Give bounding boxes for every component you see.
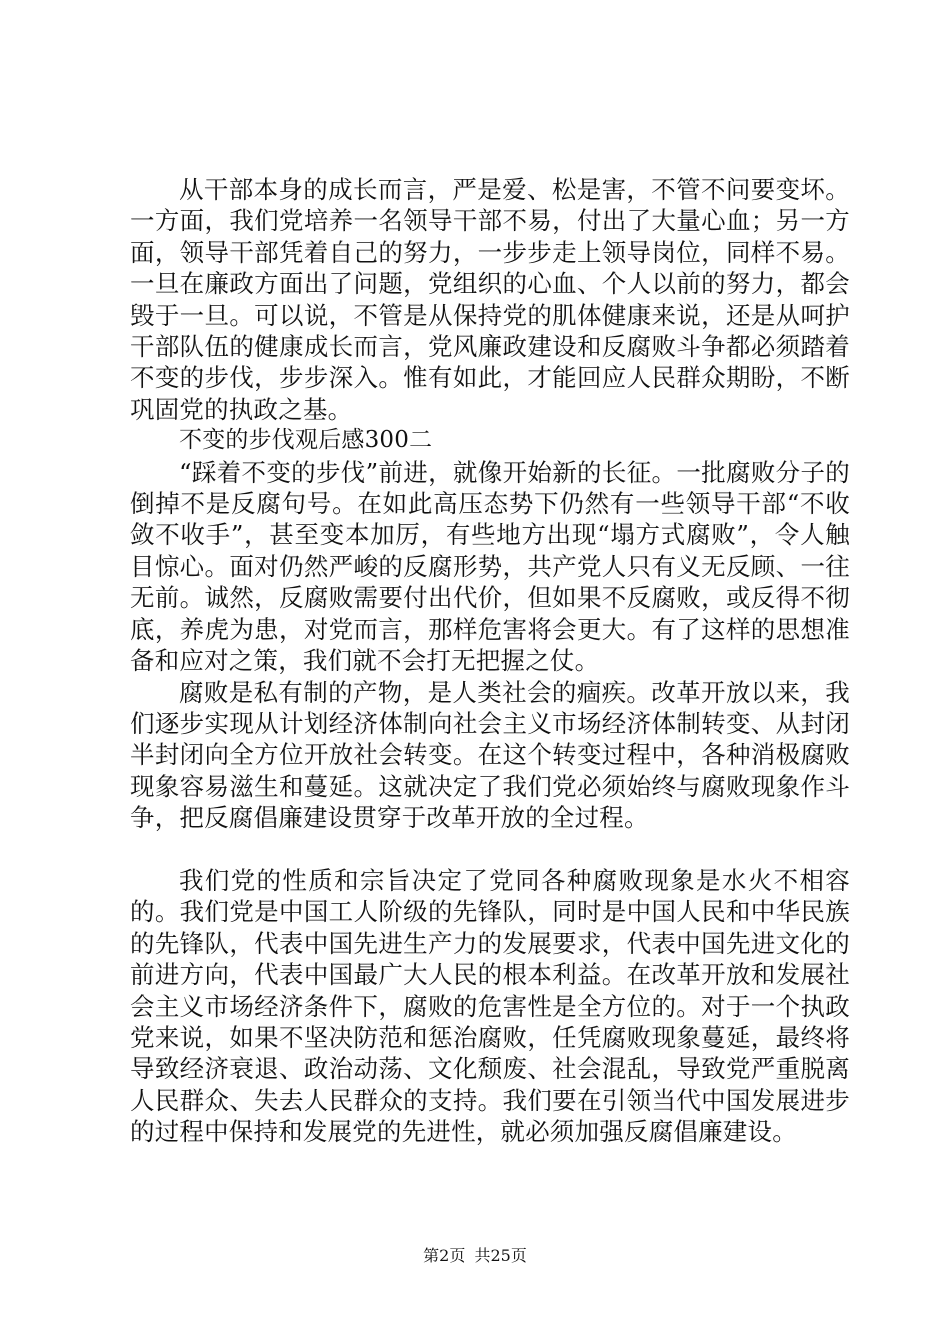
page-footer [0,1243,950,1266]
paragraph-corruption-origin: 腐败是私有制的产物，是人类社会的痼疾。改革开放以来，我们逐步实现从计划经济体制向社会主义市场经济体制转变、从封闭半封闭向全方位开放社会转变。在这个转变过程中，各种消极腐败现象容易滋生和蔓延。这就决定了我们党必须始终与腐败现象作斗争，把反腐倡廉建设贯穿于改革开放的全过程。 [130,677,850,833]
total-pages: 共25页 [474,1246,527,1265]
paragraph-cadre-growth: 从干部本身的成长而言，严是爱、松是害，不管不问要变坏。一方面，我们党培养一名领导干部不易，付出了大量心血；另一方面，领导干部凭着自己的努力，一步步走上领导岗位，同样不易。一旦在廉政方面出了问题，党组织的心血、个人以前的努力，都会毁于一旦。可以说，不管是从保持党的肌体健康来说，还是从呵护干部队伍的健康成长而言，党风廉政建设和反腐败斗争都必须踏着不变的步伐，步步深入。惟有如此，才能回应人民群众期盼，不断巩固党的执政之基。 [130,175,850,424]
page-number: 第2页 [423,1246,466,1265]
document-body [130,174,850,1148]
section-heading: 不变的步伐观后感300二 [179,427,433,454]
paragraph-party-nature: 我们党的性质和宗旨决定了党同各种腐败现象是水火不相容的。我们党是中国工人阶级的先锋队，同时是中国人民和中华民族的先锋队，代表中国先进生产力的发展要求，代表中国先进文化的前进方向，代表中国最广大人民的根本利益。在改革开放和发展社会主义市场经济条件下，腐败的危害性是全方位的。对于一个执政党来说，如果不坚决防范和惩治腐败，任凭腐败现象蔓延，最终将导致经济衰退、政治动荡、文化颓废、社会混乱，导致党严重脱离人民群众、失去人民群众的支持。我们要在引领当代中国发展进步的过程中保持和发展党的先进性，就必须加强反腐倡廉建设。 [130,865,850,1147]
paragraph-unchanging-pace: “踩着不变的步伐”前进，就像开始新的长征。一批腐败分子的倒掉不是反腐句号。在如此高压态势下仍然有一些领导干部“不收敛不收手”，甚至变本加厉，有些地方出现“塌方式腐败”，令人触目惊心。面对仍然严峻的反腐形势，共产党人只有义无反顾、一往无前。诚然，反腐败需要付出代价，但如果不反腐败，或反得不彻底，养虎为患，对党而言，那样危害将会更大。有了这样的思想准备和应对之策，我们就不会打无把握之仗。 [130,457,850,676]
